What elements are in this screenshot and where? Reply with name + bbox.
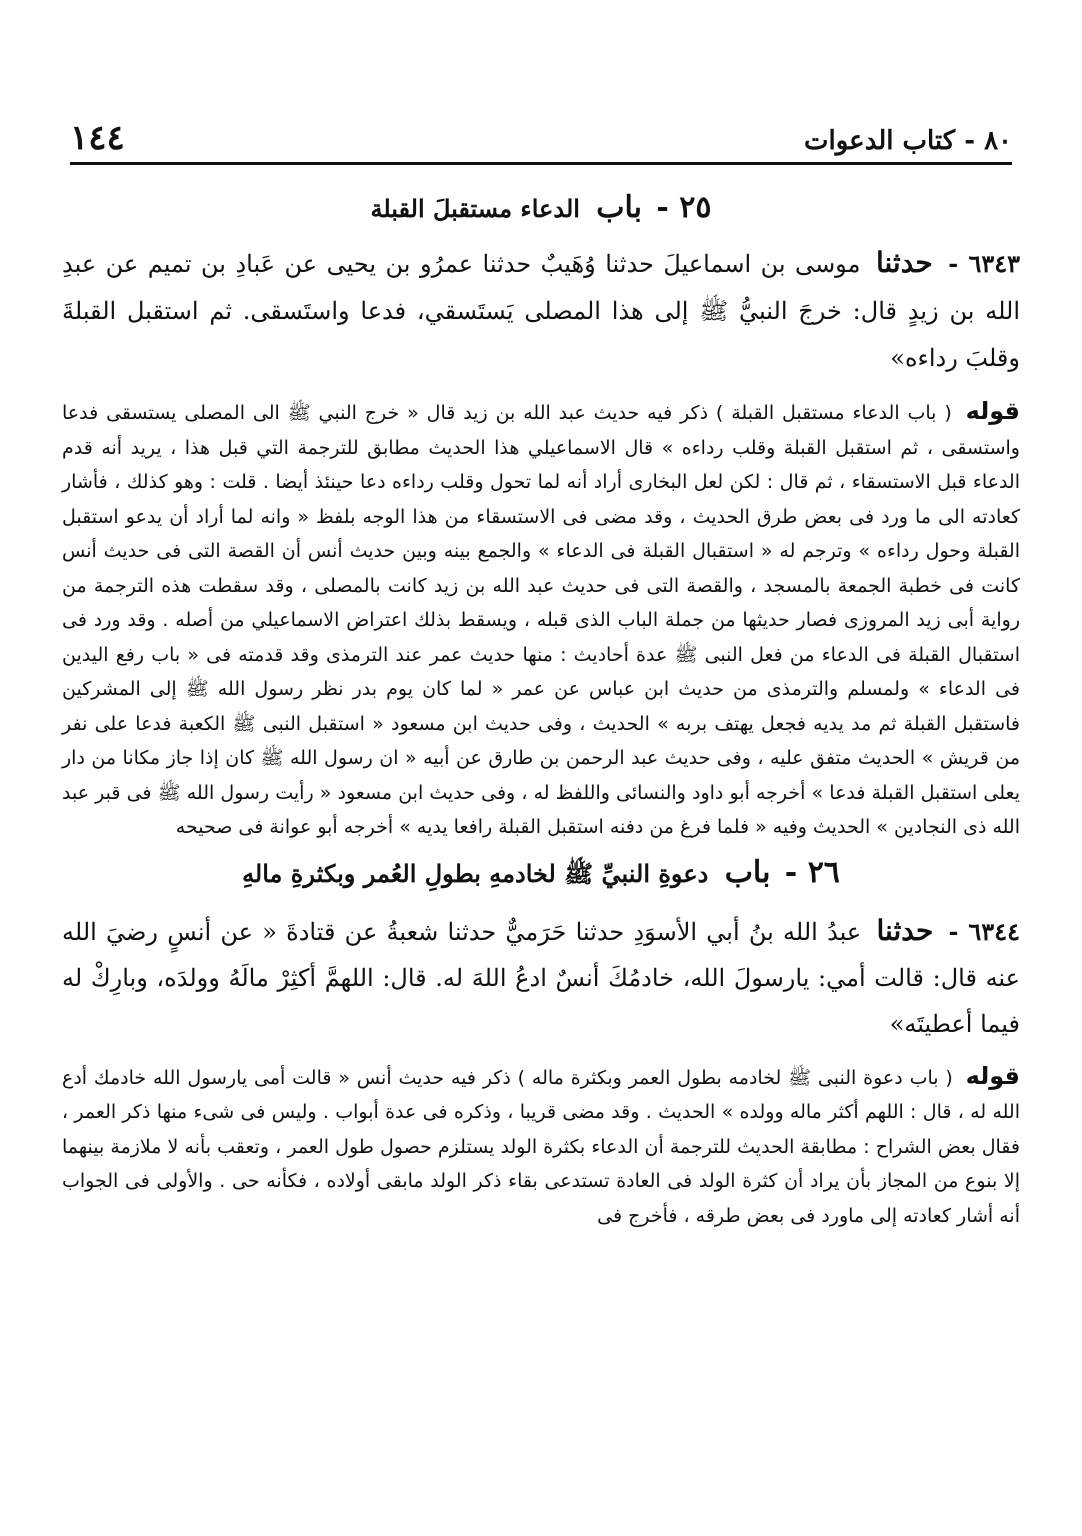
commentary-lead: قوله: [965, 397, 1020, 425]
commentary-text: [62, 1059, 1020, 1234]
chapter-bab-label: باب: [724, 854, 771, 890]
hadith-text: [62, 239, 1020, 382]
commentary-body: ( باب الدعاء مستقبل القبلة ) ذكر فيه حديث عبد الله بن زيد قال « خرج النبي ﷺ الى المصلى يستسقى فدعا واستسقى ، ثم استقبل القبلة وقلب رداءه » قال الاسماعيلي هذا الحديث مطابق للترجمة التي قبل هذا ، يريد أنه قدم الدعاء قبل الاستسقاء ، ثم قال : لكن لعل البخارى أراد أنه لما تحول وقلب رداءه دعا حينئذ أيضا . قلت : وهو كذلك ، فأشار كعادته الى ما ورد فى بعض طرق الحديث ، وقد مضى فى الاستسقاء من هذا الوجه بلفظ « وانه لما أراد أن يدعو استقبل القبلة وحول رداءه » وترجم له « استقبال القبلة فى الدعاء » والجمع بينه وبين حديث أنس أن القصة التى فى حديث أنس كانت فى خطبة الجمعة بالمسجد ، والقصة التى فى حديث عبد الله بن زيد كانت بالمصلى ، وقد سقطت هذه الترجمة من رواية أبى زيد المروزى فصار حديثها من جملة الباب الذى قبله ، ويسقط بذلك اعتراض الاسماعيلي من أصله . وقد ورد فى استقبال القبلة فى الدعاء من فعل النبى ﷺ عدة أحاديث : منها حديث عمر عند الترمذى وقد قدمته فى « باب رفع اليدين فى الدعاء » ولمسلم والترمذى من حديث ابن عباس عن عمر « لما كان يوم بدر نظر رسول الله ﷺ إلى المشركين فاستقبل القبلة ثم مد يديه فجعل يهتف بربه » الحديث ، وفى حديث ابن مسعود « استقبل النبى ﷺ الكعبة فدعا على نفر من قريش » الحديث متفق عليه ، وفى حديث عبد الرحمن بن طارق عن أبيه « ان رسول الله ﷺ كان إذا جاز مكانا من دار يعلى استقبل القبلة فدعا » أخرجه أبو داود والنسائى واللفظ له ، وفى حديث ابن مسعود « رأيت رسول الله ﷺ فى قبر عبد الله ذى النجادين » الحديث وفيه « فلما فرغ من دفنه استقبل القبلة رافعا يديه » أخرجه أبو عوانة فى صحيحه: [62, 402, 1020, 838]
page-header: [70, 118, 1012, 165]
commentary-body: ( باب دعوة النبى ﷺ لخادمه بطول العمر وبكثرة ماله ) ذكر فيه حديث أنس « قالت أمى يارسول الله خادمك أدع الله له ، قال : اللهم أكثر ماله وولده » الحديث . وقد مضى قريبا ، وذكره فى عدة أبواب . وليس فى شىء منها ذكر العمر ، فقال بعض الشراح : مطابقة الحديث للترجمة أن الدعاء بكثرة الولد يستلزم حصول طول العمر ، وتعقب بأنه لا ملازمة بينهما إلا بنوع من المجاز بأن يراد أن كثرة الولد فى العادة تستدعى بقاء ذكر الولد مابقى أولاده ، فكأنه حى . والأولى فى الجواب أنه أشار كعادته إلى ماورد فى بعض طرقه ، فأخرج فى: [62, 1066, 1020, 1227]
page-content: [62, 182, 1020, 1496]
hadith-body: عبدُ الله بنُ أبي الأسوَدِ حدثنا حَرَميٌّ حدثنا شعبةُ عن قتادةَ « عن أنسٍ رضيَ الله عنه قال: قالت أمي: يارسولَ الله، خادمُكَ أنسٌ ادعُ اللهَ له. قال: اللهمَّ أكثِرْ مالَهُ وولدَه، وبارِكْ له فيما أعطيتَه»: [62, 917, 1020, 1038]
commentary-text: [62, 394, 1020, 845]
chapter-number: ٢٥ -: [656, 190, 712, 225]
hadith-number: ٦٣٤٤ -: [948, 916, 1020, 946]
hadith-lead: حدثنا: [876, 913, 934, 947]
commentary-lead: قوله: [965, 1061, 1020, 1090]
chapter-title: الدعاء مستقبلَ القبلة: [370, 194, 580, 223]
chapter-heading: [62, 190, 1020, 225]
page-number: ١٤٤: [70, 118, 125, 158]
chapter-number: ٢٦ -: [784, 854, 840, 890]
running-title: ٨٠ - كتاب الدعوات: [804, 126, 1012, 156]
chapter-title: دعوةِ النبيِّ ﷺ لخادمهِ بطولِ العُمر وبكثرةِ مالهِ: [242, 858, 709, 888]
hadith-number: ٦٣٤٣ -: [948, 249, 1021, 278]
chapter-bab-label: باب: [596, 190, 643, 225]
hadith-lead: حدثنا: [875, 246, 933, 279]
chapter-heading: [62, 855, 1020, 894]
hadith-text: [62, 908, 1020, 1047]
hadith-body: موسى بن اسماعيلَ حدثنا وُهَيبٌ حدثنا عمرُو بن يحيى عن عَبادِ بن تميم عن عبدِ الله بن زيدٍ قال: خرجَ النبيُّ ﷺ إلى هذا المصلى يَستَسقي، فدعا واستَسقى. ثم استقبل القبلةَ وقلبَ رداءه»: [62, 250, 1020, 372]
